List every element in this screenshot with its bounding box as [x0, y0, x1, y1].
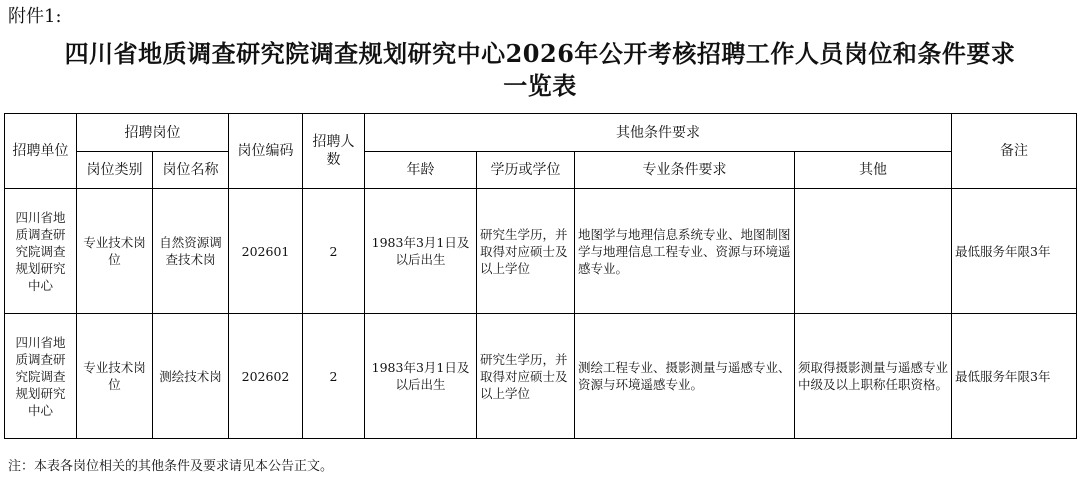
table-row	[5, 314, 1077, 439]
cell-education: 研究生学历，并取得对应硕士及以上学位	[477, 189, 575, 314]
header-unit: 招聘单位	[5, 114, 77, 189]
cell-position-type: 专业技术岗位	[77, 189, 153, 314]
header-position-type: 岗位类别	[77, 152, 153, 189]
attachment-label: 附件1:	[8, 6, 62, 27]
cell-unit: 四川省地质调查研究院调查规划研究中心	[5, 314, 77, 439]
cell-remarks: 最低服务年限3年	[952, 189, 1077, 314]
cell-position-code: 202602	[229, 314, 303, 439]
cell-other	[795, 189, 952, 314]
title-line-2: 一览表	[503, 71, 577, 100]
header-headcount: 招聘人数	[303, 114, 365, 189]
recruitment-table	[4, 113, 1077, 439]
cell-position-code: 202601	[229, 189, 303, 314]
header-position-code: 岗位编码	[229, 114, 303, 189]
header-row-2	[5, 152, 1077, 189]
cell-major: 测绘工程专业、摄影测量与遥感专业、资源与环境遥感专业。	[575, 314, 795, 439]
cell-age: 1983年3月1日及以后出生	[365, 314, 477, 439]
cell-other: 须取得摄影测量与遥感专业中级及以上职称任职资格。	[795, 314, 952, 439]
cell-age: 1983年3月1日及以后出生	[365, 189, 477, 314]
table-row	[5, 189, 1077, 314]
cell-headcount: 2	[303, 314, 365, 439]
header-position-group: 招聘岗位	[77, 114, 229, 152]
header-education: 学历或学位	[477, 152, 575, 189]
header-other-group: 其他条件要求	[365, 114, 952, 152]
header-age: 年龄	[365, 152, 477, 189]
cell-unit: 四川省地质调查研究院调查规划研究中心	[5, 189, 77, 314]
header-other: 其他	[795, 152, 952, 189]
cell-position-name: 自然资源调查技术岗	[153, 189, 229, 314]
header-major: 专业条件要求	[575, 152, 795, 189]
cell-remarks: 最低服务年限3年	[952, 314, 1077, 439]
cell-headcount: 2	[303, 189, 365, 314]
cell-position-name: 测绘技术岗	[153, 314, 229, 439]
cell-major: 地图学与地理信息系统专业、地图制图学与地理信息工程专业、资源与环境遥感专业。	[575, 189, 795, 314]
header-row-1	[5, 114, 1077, 152]
title-line-1: 四川省地质调查研究院调查规划研究中心2026年公开考核招聘工作人员岗位和条件要求	[64, 39, 1016, 68]
footnote: 注：本表各岗位相关的其他条件及要求请见本公告正文。	[8, 459, 334, 474]
document-title	[0, 38, 1080, 102]
cell-education: 研究生学历，并取得对应硕士及以上学位	[477, 314, 575, 439]
cell-position-type: 专业技术岗位	[77, 314, 153, 439]
header-position-name: 岗位名称	[153, 152, 229, 189]
header-remarks: 备注	[952, 114, 1077, 189]
